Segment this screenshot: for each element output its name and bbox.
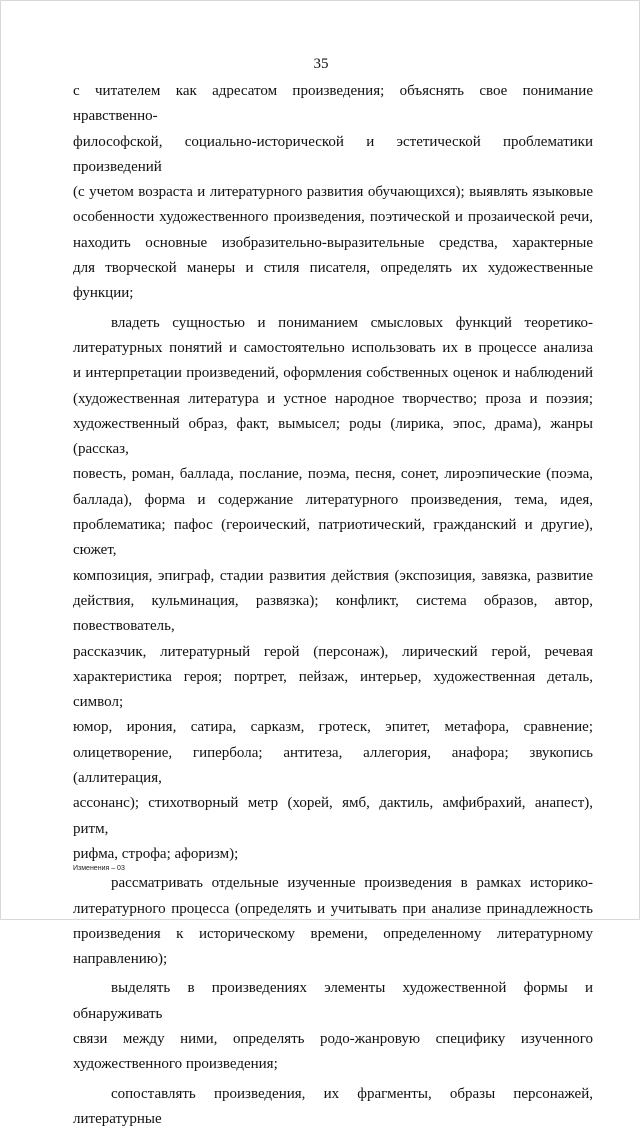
revision-footer: Изменения – 03 (73, 865, 125, 872)
text-line: находить основные изобразительно-выразительные средства, характерные (73, 234, 593, 251)
text-line: повесть, роман, баллада, послание, поэма, песня, сонет, лироэпические (поэма, (73, 466, 593, 483)
text-line: композиция, эпиграф, стадии развития действия (экспозиция, завязка, развитие (73, 567, 593, 584)
text-line: литературных понятий и самостоятельно использовать их в процессе анализа (73, 339, 593, 356)
paragraph-3 (73, 871, 593, 972)
text-line: проблематика; пафос (героический, патриотический, гражданский и другие), сюжет, (73, 517, 593, 559)
paragraph-5 (73, 1082, 593, 1132)
text-line: юмор, ирония, сатира, сарказм, гротеск, эпитет, метафора, сравнение; (73, 719, 593, 736)
text-line: художественный образ, факт, вымысел; роды (лирика, эпос, драма), жанры (рассказ, (73, 415, 593, 458)
text-line: характеристика героя; портрет, пейзаж, интерьер, художественная деталь, символ; (73, 668, 593, 711)
paragraph-1 (73, 79, 593, 307)
text-line: рассматривать отдельные изученные произведения в рамках историко- (111, 875, 593, 892)
text-line: сопоставлять произведения, их фрагменты, образы персонажей, литературные (73, 1085, 593, 1127)
paragraph-4 (73, 976, 593, 1077)
text-line: рассказчик, литературный герой (персонаж), лирический герой, речевая (73, 643, 593, 660)
text-line: баллада), форма и содержание литературного произведения, тема, идея, (73, 491, 593, 508)
text-line: с читателем как адресатом произведения; объяснять свое понимание нравственно- (73, 83, 593, 125)
text-line: владеть сущностью и пониманием смысловых функций теоретико- (111, 314, 593, 331)
text-line: направлению); (73, 951, 168, 968)
text-line: рифма, строфа; афоризм); (73, 845, 239, 862)
text-line: (художественная литература и устное народное творчество; проза и поэзия; (73, 390, 593, 407)
text-line: (с учетом возраста и литературного развития обучающихся); выявлять языковые (73, 184, 593, 201)
text-line: особенности художественного произведения, поэтической и прозаической речи, (73, 209, 593, 226)
text-line: художественного произведения; (73, 1056, 278, 1073)
paragraph-2 (73, 311, 593, 868)
text-line: произведения к историческому времени, определенному литературному (73, 925, 593, 942)
text-line: и интерпретации произведений, оформления собственных оценок и наблюдений (73, 365, 593, 382)
text-line: литературного процесса (определять и учитывать при анализе принадлежность (73, 900, 593, 917)
text-line: философской, социально-исторической и эстетической проблематики произведений (73, 133, 593, 175)
body-text (73, 79, 593, 1132)
text-line: ассонанс); стихотворный метр (хорей, ямб, дактиль, амфибрахий, анапест), ритм, (73, 795, 593, 837)
text-line: связи между ними, определять родо-жанровую специфику изученного (73, 1030, 593, 1047)
text-line: выделять в произведениях элементы художественной формы и обнаруживать (73, 980, 593, 1022)
text-line: действия, кульминация, развязка); конфликт, система образов, автор, повествователь, (73, 592, 593, 635)
text-line: олицетворение, гипербола; антитеза, аллегория, анафора; звукопись (аллитерация, (73, 744, 593, 787)
page-number: 35 (313, 56, 329, 72)
text-line: для творческой манеры и стиля писателя, определять их художественные функции; (73, 260, 593, 302)
